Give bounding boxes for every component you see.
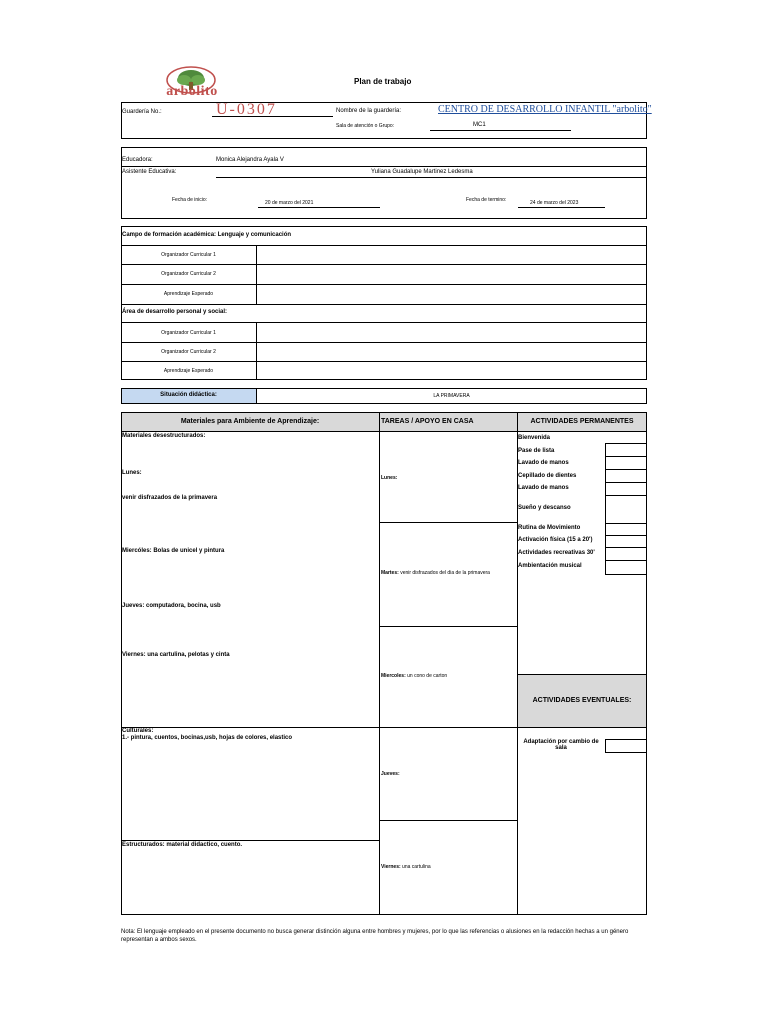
tarea-jueves: Jueves: bbox=[381, 771, 400, 777]
org-curricular-2: Organizador Curricular 2 bbox=[161, 271, 216, 277]
fecha-termino-label: Fecha de termino: bbox=[466, 197, 507, 203]
aprendizaje-esperado: Aprendizaje Esperado bbox=[163, 291, 214, 297]
fecha-termino-value: 24 de marzo del 2023 bbox=[530, 200, 579, 206]
materiales-title: Materiales desestructurados: bbox=[122, 433, 206, 439]
tarea-lunes: Lunes: bbox=[381, 475, 398, 481]
perm-sueno: Sueño y descanso bbox=[518, 505, 571, 511]
tareas-header: TAREAS / APOYO EN CASA bbox=[381, 418, 474, 425]
logo-text: arbolito bbox=[166, 84, 218, 99]
tarea-viernes-value: una cartulina bbox=[402, 864, 431, 870]
perm-lavado-manos-1: Lavado de manos bbox=[518, 460, 569, 466]
perm-rutina: Rutina de Movimiento bbox=[518, 525, 581, 531]
estructurados: Estructurados: material didactico, cuento. bbox=[122, 842, 243, 848]
perm-ambientacion: Ambientación musical bbox=[518, 563, 582, 569]
situacion-label: Situación didáctica: bbox=[160, 392, 217, 398]
guarderia-no-value: U-0307 bbox=[216, 101, 277, 118]
sala-value: MC1 bbox=[473, 122, 486, 128]
tarea-martes bbox=[381, 570, 490, 576]
tarea-martes-value: venir disfrazados del dia de la primavera bbox=[400, 570, 490, 576]
materiales-jueves: Jueves: computadora, bocina, usb bbox=[122, 603, 221, 609]
asistente-label: Asistente Educativa: bbox=[122, 169, 177, 175]
area-desarrollo-title: Área de desarrollo personal y social: bbox=[122, 309, 228, 315]
sala-label: Sala de atención o Grupo: bbox=[336, 123, 395, 129]
page-title: Plan de trabajo bbox=[354, 77, 412, 86]
fecha-inicio-value: 20 de marzo del 2021 bbox=[265, 200, 314, 206]
educadora-value: Monica Alejandra Ayala V bbox=[216, 157, 284, 163]
tarea-miercoles bbox=[381, 673, 447, 679]
org-curricular-2b: Organizador Curricular 2 bbox=[161, 349, 216, 355]
tarea-viernes bbox=[381, 864, 431, 870]
materiales-lunes: Lunes: bbox=[122, 470, 142, 476]
tarea-miercoles-label: Miercoles: bbox=[381, 673, 406, 679]
perm-pase-lista: Pase de lista bbox=[518, 448, 555, 454]
guarderia-no-label: Guardería No.: bbox=[122, 109, 162, 115]
perm-activacion: Activación física (15 a 20') bbox=[518, 537, 593, 543]
aprendizaje-esperado-b: Aprendizaje Esperado bbox=[163, 368, 214, 374]
eventuales-header: ACTIVIDADES EVENTUALES: bbox=[532, 697, 632, 704]
asistente-value: Yuliana Guadalupe Martinez Ledesma bbox=[371, 169, 473, 175]
perm-recreativas: Actividades recreativas 30' bbox=[518, 550, 595, 556]
culturales-value: 1.- pintura, cuentos, bocinas,usb, hojas de colores, elastico bbox=[122, 735, 293, 741]
fecha-inicio-label: Fecha de inicio: bbox=[172, 197, 208, 203]
campo-formacion-box bbox=[121, 226, 647, 380]
permanentes-header: ACTIVIDADES PERMANENTES bbox=[530, 418, 634, 425]
tarea-miercoles-value: un cono de carton bbox=[407, 673, 448, 679]
campo-title: Campo de formación académica: Lenguaje y comunicación bbox=[122, 232, 292, 238]
footer-note: Nota: El lenguaje empleado en el presente documento no busca generar distinción alguna entre hombres y mujeres, por lo que las referencias o alusiones en la redacción hechas a un género representan a ambos sexos. bbox=[121, 929, 629, 943]
org-curricular-1: Organizador Curricular 1 bbox=[161, 252, 216, 258]
org-curricular-1b: Organizador Curricular 1 bbox=[161, 330, 216, 336]
personal-box bbox=[121, 147, 647, 219]
culturales-title: Culturales: bbox=[122, 728, 154, 734]
nombre-guarderia-value: CENTRO DE DESARROLLO INFANTIL "arbolito" bbox=[438, 104, 652, 115]
educadora-label: Educadora: bbox=[122, 157, 153, 163]
perm-bienvenida: Bienvenida bbox=[518, 435, 551, 441]
nombre-guarderia-label: Nombre de la guardería: bbox=[336, 108, 402, 114]
tarea-martes-label: Martes: bbox=[381, 570, 399, 576]
perm-cepillado: Cepillado de dientes bbox=[518, 473, 577, 479]
situacion-value: LA PRIMAVERA bbox=[433, 393, 470, 399]
tarea-viernes-label: Viernes: bbox=[381, 864, 401, 870]
perm-lavado-manos-2: Lavado de manos bbox=[518, 485, 569, 491]
materiales-header: Materiales para Ambiente de Aprendizaje: bbox=[180, 418, 320, 425]
adaptacion-sala: Adaptación por cambio de sala bbox=[523, 739, 599, 751]
materiales-venir: venir disfrazados de la primavera bbox=[122, 495, 218, 501]
materiales-miercoles: Miercóles: Bolas de unicel y pintura bbox=[122, 548, 225, 554]
materiales-viernes: Viernes: una cartulina, pelotas y cinta bbox=[122, 652, 230, 658]
